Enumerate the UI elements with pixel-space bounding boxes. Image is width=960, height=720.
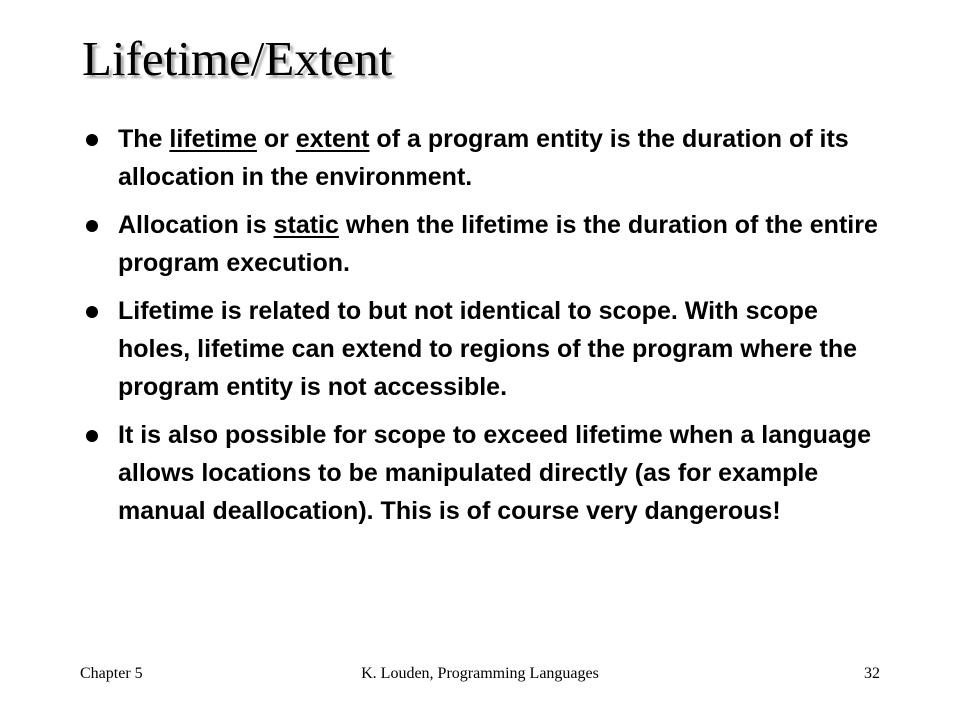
bullet-text: Allocation is: [118, 211, 274, 239]
term-static: static: [273, 211, 339, 239]
term-lifetime: lifetime: [169, 125, 257, 153]
bullet-item: [80, 416, 880, 530]
bullet-text: It is also possible for scope to exceed lifetime when a language allows locations to be manipulated directly (as for example manual deallocation). This is of course very dangerous!: [118, 421, 871, 525]
bullet-dot-icon: [86, 306, 98, 318]
bullet-item: [80, 206, 880, 282]
bullet-dot-icon: [86, 134, 98, 146]
bullet-item: [80, 120, 880, 196]
footer-chapter: Chapter 5: [80, 665, 143, 682]
bullet-text: when the lifetime is the duration of the entire program execution.: [118, 211, 878, 277]
bullet-dot-icon: [86, 430, 98, 442]
bullet-dot-icon: [86, 220, 98, 232]
footer-page-number: 32: [864, 665, 880, 682]
term-extent: extent: [295, 125, 370, 153]
bullet-item: [80, 292, 880, 406]
footer-source: K. Louden, Programming Languages: [361, 665, 599, 682]
slide-title: Lifetime/Extent: [82, 31, 393, 86]
bullet-text: Lifetime is related to but not identical to scope. With scope holes, lifetime can extend to regions of the program where the program entity is not accessible.: [118, 297, 858, 401]
bullet-text: of a program entity is the duration of its allocation in the environment.: [118, 125, 849, 191]
bullet-list: [80, 120, 880, 540]
bullet-text: The: [118, 125, 170, 153]
bullet-text: or: [256, 125, 296, 153]
